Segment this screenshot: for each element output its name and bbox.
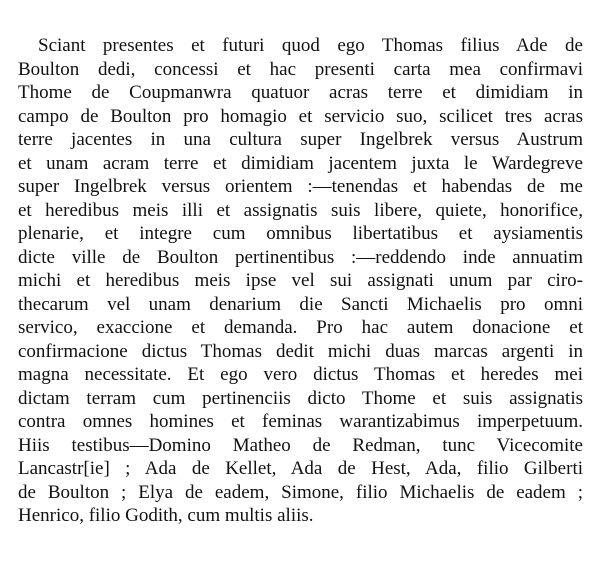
text-line: servico, exaccione et demanda. Pro hac autem donacione et — [18, 317, 583, 338]
text-line: Boulton dedi, concessi et hac presenti carta mea confirmavi — [18, 58, 583, 80]
charter-text — [18, 34, 583, 528]
text-line: confirmacione dictus Thomas dedit michi duas marcas argenti in — [18, 340, 583, 362]
text-line: magna necessitate. Et ego vero dictus Thomas et heredes mei — [18, 364, 583, 385]
text-line: Thome de Coupmanwra quatuor acras terre et dimidiam in — [18, 82, 583, 103]
text-line: terre jacentes in una cultura super Ingelbrek versus Austrum — [18, 129, 583, 150]
text-line: dicte ville de Boulton pertinentibus :—reddendo inde annuatim — [18, 246, 583, 268]
text-line: Henrico, filio Godith, cum multis aliis. — [18, 505, 314, 526]
text-line: et unam acram terre et dimidiam jacentem juxta le Wardegreve — [18, 152, 583, 174]
text-line: contra omnes homines et feminas warantizabimus imperpetuum. — [18, 411, 583, 432]
text-line: Sciant presentes et futuri quod ego Thomas filius Ade de — [38, 35, 583, 56]
text-line: Lancastr[ie] ; Ada de Kellet, Ada de Hest, Ada, filio Gilberti — [18, 458, 583, 479]
text-line: plenarie, et integre cum omnibus libertatibus et aysiamentis — [18, 223, 583, 244]
text-line: dictam terram cum pertinenciis dicto Thome et suis assignatis — [18, 387, 583, 409]
text-line: thecarum vel unam denarium die Sancti Michaelis pro omni — [18, 293, 583, 315]
text-line: michi et heredibus meis ipse vel sui assignati unum par ciro- — [18, 270, 583, 291]
text-line: Hiis testibus—Domino Matheo de Redman, tunc Vicecomite — [18, 434, 583, 456]
text-line: super Ingelbrek versus orientem :—tenendas et habendas de me — [18, 176, 583, 197]
text-line: de Boulton ; Elya de eadem, Simone, filio Michaelis de eadem ; — [18, 481, 583, 503]
text-line: et heredibus meis illi et assignatis suis libere, quiete, honorifice, — [18, 199, 583, 221]
text-line: campo de Boulton pro homagio et servicio suo, scilicet tres acras — [18, 105, 583, 127]
